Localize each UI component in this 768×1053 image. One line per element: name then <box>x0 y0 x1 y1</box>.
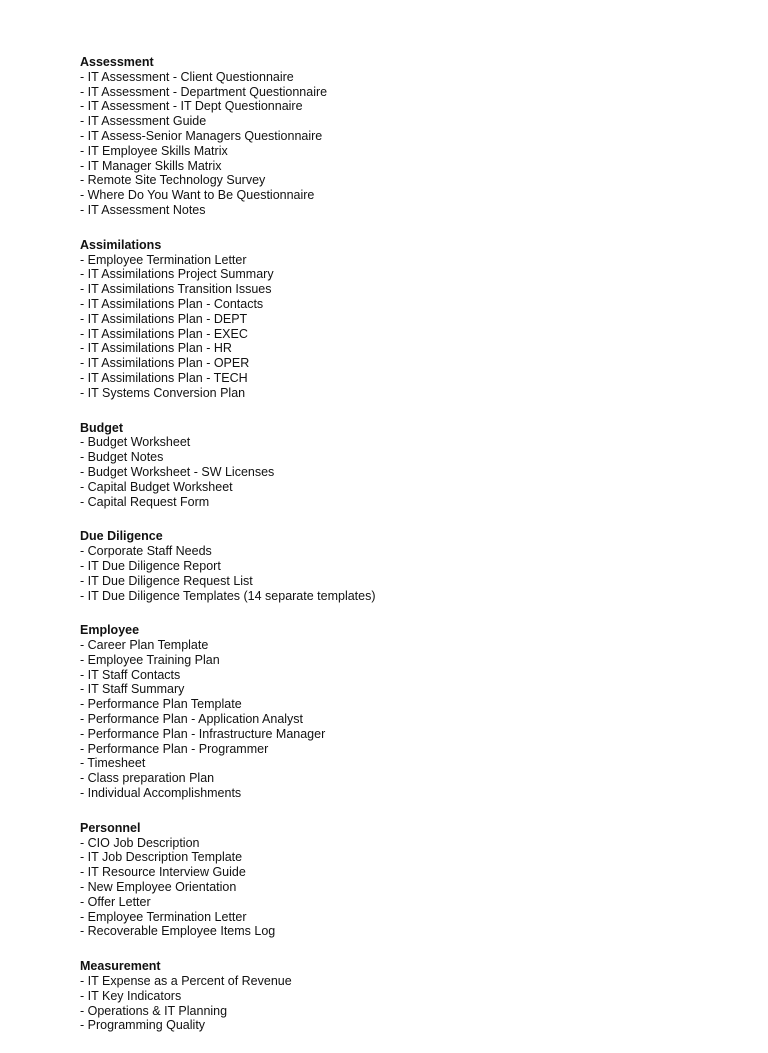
list-item: - IT Job Description Template <box>80 850 243 865</box>
list-item: - Capital Request Form <box>80 494 210 509</box>
list-item: - Recoverable Employee Items Log <box>80 924 276 939</box>
list-item: - Budget Notes <box>80 450 164 465</box>
list-item: - IT Assimilations Plan - Contacts <box>80 296 264 311</box>
section-employee <box>80 623 720 801</box>
section-item-list <box>80 70 720 218</box>
list-item: - Timesheet <box>80 756 146 771</box>
section-item-list <box>80 974 720 1033</box>
list-item: - Remote Site Technology Survey <box>80 173 266 188</box>
list-item: - Performance Plan - Programmer <box>80 741 269 756</box>
section-heading: Assessment <box>80 55 154 69</box>
section-budget <box>80 421 720 510</box>
list-item: - Individual Accomplishments <box>80 786 242 801</box>
list-item: - IT Assimilations Plan - HR <box>80 341 232 356</box>
list-item: - IT Assessment - Department Questionnaire <box>80 84 328 99</box>
list-item: - Career Plan Template <box>80 638 209 653</box>
section-item-list <box>80 253 720 401</box>
section-item-list <box>80 638 720 801</box>
list-item: - Performance Plan - Application Analyst <box>80 712 304 727</box>
section-heading: Personnel <box>80 820 141 835</box>
list-item: - IT Assessment - IT Dept Questionnaire <box>80 99 303 114</box>
list-item: - Performance Plan Template <box>80 697 242 712</box>
list-item: - IT Assessment Guide <box>80 114 207 129</box>
list-item: - Offer Letter <box>80 894 151 909</box>
section-heading: Measurement <box>80 959 161 974</box>
section-measurement <box>80 959 720 1033</box>
list-item: - IT Assessment Notes <box>80 202 206 217</box>
list-item: - IT Key Indicators <box>80 988 182 1003</box>
section-heading: Budget <box>80 420 124 435</box>
list-item: - Class preparation Plan <box>80 771 215 786</box>
list-item: - Employee Termination Letter <box>80 252 247 267</box>
section-personnel <box>80 821 720 939</box>
list-item: - IT Assimilations Project Summary <box>80 267 274 282</box>
document-content <box>80 55 720 1053</box>
section-heading: Assimilations <box>80 237 162 252</box>
list-item: - IT Assess-Senior Managers Questionnaire <box>80 128 323 143</box>
list-item: - IT Employee Skills Matrix <box>80 143 228 158</box>
section-item-list <box>80 836 720 940</box>
section-item-list <box>80 435 720 509</box>
list-item: - IT Assimilations Plan - TECH <box>80 370 248 385</box>
list-item: - IT Assimilations Transition Issues <box>80 282 272 297</box>
section-heading: Employee <box>80 623 140 638</box>
list-item: - IT Assimilations Plan - OPER <box>80 356 250 371</box>
list-item: - IT Due Diligence Templates (14 separate templates) <box>80 588 376 603</box>
section-assimilations <box>80 238 720 401</box>
list-item: - Corporate Staff Needs <box>80 544 212 559</box>
list-item: - Budget Worksheet - SW Licenses <box>80 464 275 479</box>
list-item: - IT Assimilations Plan - DEPT <box>80 311 248 326</box>
list-item: - Operations & IT Planning <box>80 1003 228 1018</box>
list-item: - IT Staff Summary <box>80 682 185 697</box>
list-item: - New Employee Orientation <box>80 880 237 895</box>
list-item: - IT Due Diligence Report <box>80 558 221 573</box>
list-item: - IT Systems Conversion Plan <box>80 385 246 400</box>
section-assessment <box>80 55 720 218</box>
list-item: - IT Expense as a Percent of Revenue <box>80 974 292 989</box>
list-item: - Budget Worksheet <box>80 435 191 450</box>
list-item: - IT Manager Skills Matrix <box>80 158 222 173</box>
list-item: - CIO Job Description <box>80 835 200 850</box>
list-item: - Employee Termination Letter <box>80 909 247 924</box>
section-item-list <box>80 544 720 603</box>
list-item: - Performance Plan - Infrastructure Manager <box>80 726 326 741</box>
list-item: - IT Resource Interview Guide <box>80 865 246 880</box>
list-item: - Employee Training Plan <box>80 652 220 667</box>
list-item: - IT Due Diligence Request List <box>80 573 253 588</box>
list-item: - Capital Budget Worksheet <box>80 479 233 494</box>
section-due-diligence <box>80 529 720 603</box>
list-item: - Programming Quality <box>80 1018 206 1033</box>
list-item: - IT Staff Contacts <box>80 667 181 682</box>
list-item: - Where Do You Want to Be Questionnaire <box>80 188 315 203</box>
list-item: - IT Assessment - Client Questionnaire <box>80 69 294 84</box>
list-item: - IT Assimilations Plan - EXEC <box>80 326 248 341</box>
section-heading: Due Diligence <box>80 529 163 544</box>
